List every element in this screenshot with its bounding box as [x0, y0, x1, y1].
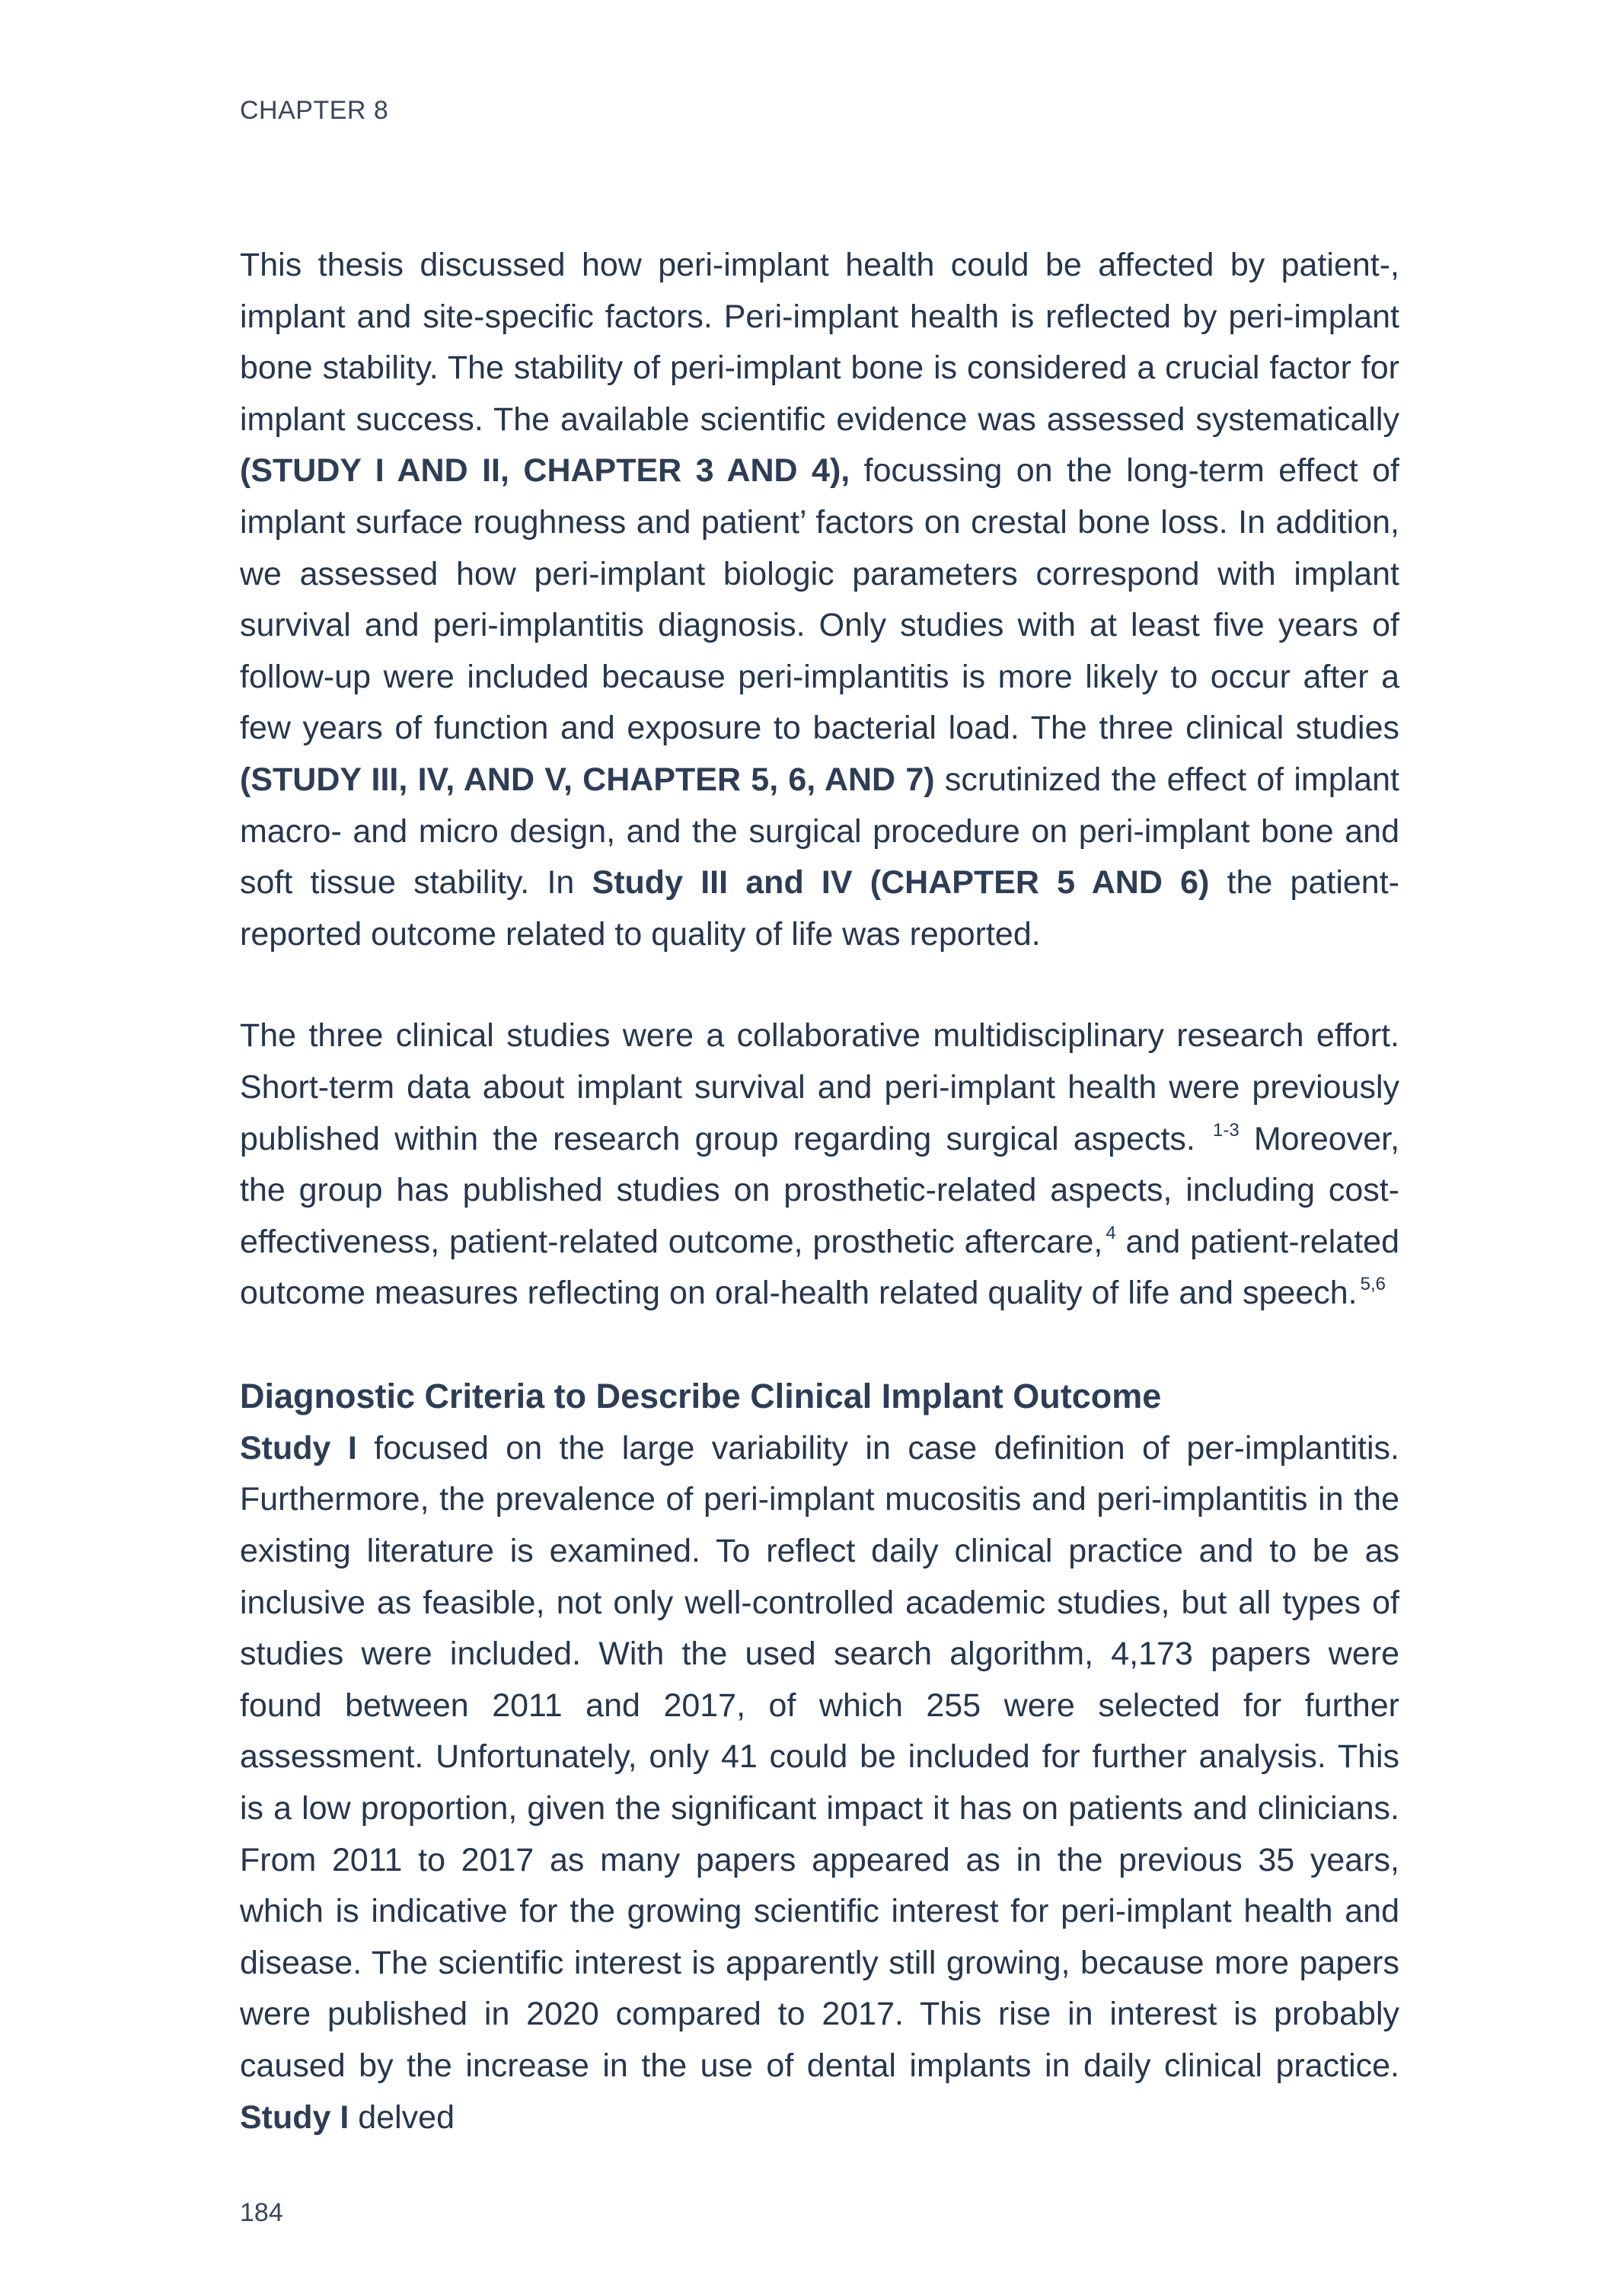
citation-superscript: 5,6 — [1360, 1274, 1386, 1295]
paragraph-spacer — [240, 1320, 1399, 1370]
study-reference: Study I — [240, 1429, 357, 1466]
citation-superscript: 4 — [1106, 1222, 1116, 1243]
paragraph-intro — [240, 240, 1399, 960]
study-reference: (STUDY I AND II, CHAPTER 3 AND 4), — [240, 452, 850, 490]
text-run: Moreover, the group has published studies on prosthetic-related aspects, including cost-effectiveness, patient-related outcome, prosthetic aftercare, — [240, 1120, 1400, 1260]
body-text — [240, 240, 1399, 2143]
citation-superscript: 1-3 — [1213, 1119, 1240, 1141]
study-reference: (STUDY III, IV, AND V, CHAPTER 5, 6, AND 7) — [240, 761, 935, 798]
text-run: scrutinized the effect of implant macro- and micro design, and the surgical procedure on peri-implant bone and soft tissue stability. In — [240, 761, 1399, 902]
text-run: The three clinical studies were a collaborative multidisciplinary research effort. Short-term data about implant survival and peri-implant health were previously published within the research group regarding surgical aspects. — [240, 1017, 1399, 1157]
text-run: This thesis discussed how peri-implant health could be affected by patient-, implant and site-specific factors. Peri-implant health is reflected by peri-implant bone stability. The stability of peri-implant bone is considered a crucial factor for implant success. The available scientific evidence was assessed systematically — [240, 247, 1399, 438]
running-head: CHAPTER 8 — [240, 96, 389, 125]
text-run: focussing on the long-term effect of implant surface roughness and patient’ factors on crestal bone loss. In addition, we assessed how peri-implant biologic parameters correspond with implant survival and peri-implantitis diagnosis. Only studies with at least five years of follow-up were included because peri-implantitis is more likely to occur after a few years of function and exposure to bacterial load. The three clinical studies — [240, 452, 1399, 747]
section-heading: Diagnostic Criteria to Describe Clinical Implant Outcome — [240, 1376, 1162, 1415]
paragraph-study-one — [240, 1423, 1399, 2143]
text-run: and patient-related outcome measures reflecting on oral-health related quality of life and speech. — [240, 1223, 1399, 1312]
paragraph-spacer — [240, 960, 1399, 1010]
text-run: focused on the large variability in case definition of per-implantitis. Furthermore, the prevalence of peri-implant mucositis and peri-implantitis in the existing literature is examined. To reflect daily clinical practice and to be as inclusive as feasible, not only well-controlled academic studies, but all types of studies were included. With the used search algorithm, 4,173 papers were found between 2011 and 2017, of which 255 were selected for further assessment. Unfortunately, only 41 could be included for further analysis. This is a low proportion, given the significant impact it has on patients and clinicians. From 2011 to 2017 as many papers appeared as in the previous 35 years, which is indicative for the growing scientific interest for peri-implant health and disease. The scientific interest is apparently still growing, because more papers were published in 2020 compared to 2017. This rise in interest is probably caused by the increase in the use of dental implants in daily clinical practice. — [240, 1429, 1399, 2084]
study-reference: Study I — [240, 2098, 349, 2136]
text-run: delved — [349, 2098, 455, 2136]
page-number: 184 — [240, 2198, 283, 2227]
paragraph-clinical-studies — [240, 1010, 1399, 1320]
study-reference: Study III and IV (CHAPTER 5 AND 6) — [592, 864, 1210, 902]
text-run: the patient-reported outcome related to quality of life was reported. — [240, 864, 1399, 953]
